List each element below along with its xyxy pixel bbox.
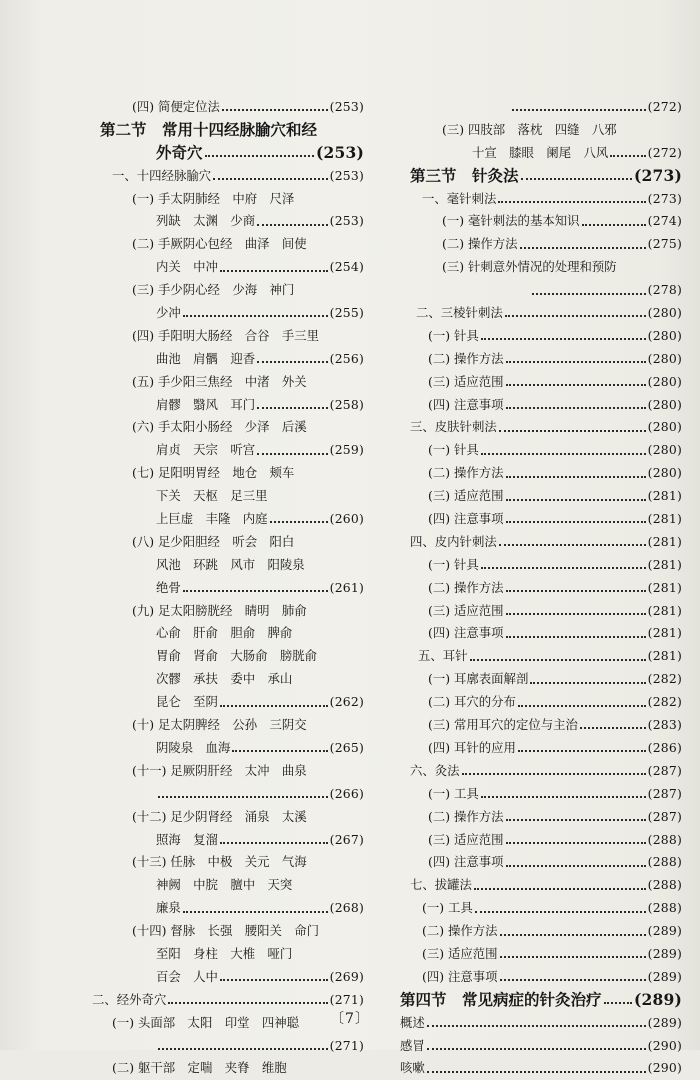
toc-entry-page: (288) (647, 877, 682, 893)
toc-entry-page: (278) (647, 282, 682, 298)
toc-entry-title: (二) 操作方法 (428, 808, 504, 824)
toc-entry (400, 1057, 682, 1080)
toc-entry (400, 897, 682, 920)
dot-leader (481, 453, 646, 455)
toc-entry-title: 第二节 常用十四经脉腧穴和经 (100, 119, 318, 139)
toc-entry-title: (四) 耳针的应用 (428, 739, 516, 755)
toc-entry-page: (280) (647, 396, 682, 412)
toc-entry-title: (二) 操作方法 (442, 236, 518, 252)
toc-entry (400, 829, 682, 852)
toc-entry-page: (280) (647, 305, 682, 321)
dot-leader (530, 682, 645, 684)
dot-leader (505, 315, 646, 317)
toc-entry-page: (281) (647, 625, 682, 641)
dot-leader (498, 201, 645, 203)
toc-entry (400, 737, 682, 760)
dot-leader (500, 979, 646, 981)
toc-entry-title: 三、皮肤针刺法 (410, 419, 497, 435)
toc-entry (92, 966, 364, 989)
dot-leader (610, 155, 645, 157)
toc-entry-title: (六) 手太阳小肠经 少泽 后溪 (132, 419, 307, 435)
toc-entry (400, 966, 682, 989)
toc-entry-title: 廉泉 (156, 900, 181, 916)
toc-entry-title: (五) 手少阳三焦经 中渚 外关 (132, 373, 307, 389)
toc-entry-page: (288) (647, 831, 682, 847)
dot-leader (506, 384, 646, 386)
dot-leader (580, 727, 646, 729)
toc-entry (92, 462, 364, 485)
dot-leader (183, 590, 328, 592)
dot-leader (506, 361, 646, 363)
toc-entry (400, 256, 682, 279)
toc-entry-page: (290) (647, 1037, 682, 1053)
toc-entry-title: 第四节 常见病症的针灸治疗 (400, 989, 602, 1009)
toc-entry-title: 百会 人中 (156, 968, 218, 984)
toc-entry (92, 806, 364, 829)
toc-entry (400, 485, 682, 508)
toc-entry-title: (十二) 足少阴肾经 涌泉 太溪 (132, 808, 307, 824)
toc-entry (400, 531, 682, 554)
toc-entry (400, 96, 682, 119)
toc-entry-title: 风池 环跳 风市 阳陵泉 (156, 556, 305, 572)
dot-leader (500, 956, 646, 958)
toc-entry-title: (四) 简便定位法 (132, 99, 220, 114)
toc-entry-title: 下关 天枢 足三里 (156, 488, 268, 504)
toc-entry-page: (281) (647, 648, 682, 664)
toc-entry-page: (287) (647, 785, 682, 801)
toc-entry-page: (255) (329, 305, 364, 321)
toc-entry-title: (十四) 督脉 长强 腰阳关 命门 (132, 923, 320, 939)
toc-entry-page: (288) (647, 854, 682, 870)
toc-entry (92, 142, 364, 165)
toc-entry-page: (290) (647, 1060, 682, 1076)
toc-entry-title: 心俞 肝俞 胆俞 脾俞 (156, 625, 293, 641)
toc-entry (92, 714, 364, 737)
dot-leader (506, 590, 646, 592)
toc-entry-page: (289) (647, 945, 682, 961)
toc-entry-page: (275) (647, 236, 682, 252)
toc-entry-page: (271) (329, 991, 364, 1007)
toc-entry-title: (二) 耳穴的分布 (428, 694, 516, 710)
toc-entry (92, 851, 364, 874)
toc-entry-title: 一、毫针刺法 (422, 190, 497, 206)
toc-entry (400, 325, 682, 348)
dot-leader (220, 979, 328, 981)
dot-leader (474, 888, 646, 890)
toc-entry-page: (267) (329, 831, 364, 847)
toc-entry-title: 胃俞 肾俞 大肠俞 膀胱俞 (156, 648, 318, 664)
toc-entry (400, 645, 682, 668)
toc-entry-title: 咳嗽 (400, 1060, 425, 1076)
toc-entry (92, 279, 364, 302)
dot-leader (512, 109, 646, 111)
toc-entry (92, 783, 364, 806)
toc-entry (92, 943, 364, 966)
toc-entry (92, 645, 364, 668)
toc-entry-page: (256) (329, 350, 364, 366)
toc-entry-page: (258) (329, 396, 364, 412)
toc-entry (92, 439, 364, 462)
toc-entry (92, 531, 364, 554)
dot-leader (506, 865, 646, 867)
toc-entry (400, 348, 682, 371)
toc-entry-page: (289) (647, 968, 682, 984)
toc-entry (400, 302, 682, 325)
toc-entry (400, 577, 682, 600)
toc-entry (400, 210, 682, 233)
toc-entry-title: 外奇穴 (156, 142, 203, 162)
toc-entry (92, 348, 364, 371)
toc-entry-title: (一) 头面部 太阳 印堂 四神聪 (112, 1014, 300, 1030)
toc-entry-page: (281) (647, 556, 682, 572)
toc-entry-title: 六、灸法 (410, 762, 460, 778)
toc-entry-title: 二、经外奇穴 (92, 991, 167, 1007)
dot-leader (521, 178, 632, 180)
toc-entry (400, 920, 682, 943)
dot-leader (257, 224, 328, 226)
dot-leader (213, 178, 328, 180)
toc-entry (400, 760, 682, 783)
dot-leader (475, 911, 646, 913)
toc-entry-page: (271) (329, 1037, 364, 1053)
dot-leader (183, 315, 328, 317)
toc-entry (92, 508, 364, 531)
toc-entry (400, 394, 682, 417)
dot-leader (220, 270, 328, 272)
dot-leader (532, 293, 646, 295)
dot-leader (582, 224, 646, 226)
toc-entry (92, 256, 364, 279)
toc-entry-page: (268) (329, 900, 364, 916)
dot-leader (257, 361, 328, 363)
toc-entry-page: (280) (647, 327, 682, 343)
toc-entry-title: (三) 适应范围 (428, 831, 504, 847)
toc-entry-title: (四) 注意事项 (428, 625, 504, 641)
toc-entry-title: (一) 针具 (428, 556, 479, 572)
dot-leader (470, 659, 646, 661)
toc-entry (400, 622, 682, 645)
dot-leader (270, 521, 328, 523)
toc-entry-page: (287) (647, 762, 682, 778)
page-number: 〔7〕 (330, 1011, 370, 1027)
toc-entry-page: (282) (647, 694, 682, 710)
toc-entry-title: 概述 (400, 1014, 425, 1030)
toc-entry (92, 416, 364, 439)
toc-entry-title: 绝骨 (156, 579, 181, 595)
toc-entry (92, 96, 364, 119)
toc-entry (400, 371, 682, 394)
toc-entry-page: (261) (329, 579, 364, 595)
toc-entry-title: 感冒 (400, 1037, 425, 1053)
toc-entry-page: (288) (647, 900, 682, 916)
toc-entry-page: (280) (647, 442, 682, 458)
toc-entry-title: (一) 针具 (428, 327, 479, 343)
toc-entry-title: (三) 手少阴心经 少海 神门 (132, 282, 295, 298)
toc-entry-page: (253) (329, 167, 364, 183)
toc-entry (92, 760, 364, 783)
dot-leader (205, 155, 314, 157)
toc-entry-page: (259) (329, 442, 364, 458)
toc-entry-title: (四) 注意事项 (422, 968, 498, 984)
toc-entry-page: (260) (329, 511, 364, 527)
dot-leader (499, 430, 646, 432)
toc-entry-page: (272) (647, 99, 682, 114)
toc-entry-page: (286) (647, 739, 682, 755)
toc-entry-title: (一) 工具 (428, 785, 479, 801)
toc-entry-title: (三) 适应范围 (428, 602, 504, 618)
toc-entry-title: (一) 毫针刺法的基本知识 (442, 213, 580, 229)
toc-entry (400, 668, 682, 691)
toc-entry (92, 233, 364, 256)
toc-entry (92, 554, 364, 577)
dot-leader (222, 109, 328, 111)
toc-entry (400, 508, 682, 531)
dot-leader (506, 407, 646, 409)
dot-leader (518, 750, 646, 752)
toc-entry-title: (九) 足太阳膀胱经 睛明 肺俞 (132, 602, 307, 618)
toc-entry-page: (287) (647, 808, 682, 824)
toc-entry-page: (266) (329, 785, 364, 801)
toc-entry-page: (283) (647, 717, 682, 733)
toc-entry-page: (280) (647, 373, 682, 389)
dot-leader (506, 842, 646, 844)
toc-entry-title: 四、皮内针刺法 (410, 533, 497, 549)
toc-entry (92, 737, 364, 760)
toc-entry-title: (二) 操作方法 (428, 465, 504, 481)
dot-leader (257, 407, 328, 409)
toc-entry-title: 神阙 中脘 膻中 天突 (156, 877, 293, 893)
toc-entry (92, 874, 364, 897)
toc-entry (400, 188, 682, 211)
dot-leader (220, 705, 328, 707)
toc-entry-title: (八) 足少阳胆经 听会 阳白 (132, 533, 295, 549)
dot-leader (604, 1002, 632, 1004)
toc-entry (400, 1035, 682, 1058)
toc-entry-title: 上巨虚 丰隆 内庭 (156, 511, 268, 527)
toc-entry-title: 肩贞 天宗 听宫 (156, 442, 256, 458)
toc-entry-page: (273) (633, 165, 682, 185)
toc-entry (400, 416, 682, 439)
toc-entry-title: (三) 适应范围 (428, 373, 504, 389)
toc-entry-title: 照海 复溜 (156, 831, 218, 847)
toc-entry-page: (281) (647, 602, 682, 618)
dot-leader (481, 796, 646, 798)
toc-entry-title: (一) 耳廓表面解剖 (428, 671, 529, 687)
toc-entry-page: (289) (647, 1014, 682, 1030)
toc-entry-title: 少冲 (156, 305, 181, 321)
toc-entry (92, 119, 364, 142)
toc-entry-page: (254) (329, 259, 364, 275)
toc-entry-page: (289) (633, 989, 682, 1009)
toc-entry-title: (四) 注意事项 (428, 854, 504, 870)
toc-entry-page: (280) (647, 419, 682, 435)
toc-entry-title: (一) 手太阴肺经 中府 尺泽 (132, 190, 295, 206)
toc-entry (92, 394, 364, 417)
toc-entry-title: 至阳 身柱 大椎 哑门 (156, 945, 293, 961)
toc-entry-title: (一) 针具 (428, 442, 479, 458)
dot-leader (518, 705, 646, 707)
dot-leader (168, 1002, 327, 1004)
toc-entry-page: (280) (647, 350, 682, 366)
toc-entry-page: (269) (329, 968, 364, 984)
toc-entry-title: 肩髎 翳风 耳门 (156, 396, 256, 412)
toc-entry-title: 昆仑 至阴 (156, 694, 218, 710)
dot-leader (427, 1071, 646, 1073)
toc-entry-page: (281) (647, 488, 682, 504)
toc-entry (92, 1035, 364, 1058)
toc-entry-title: (十一) 足厥阴肝经 太冲 曲泉 (132, 762, 307, 778)
dot-leader (158, 796, 328, 798)
toc-entry-page: (282) (647, 671, 682, 687)
toc-entry (92, 1057, 364, 1080)
toc-entry-page: (280) (647, 465, 682, 481)
dot-leader (520, 247, 646, 249)
dot-leader (232, 750, 327, 752)
toc-entry-title: (二) 躯干部 定喘 夹脊 维胞 (112, 1060, 287, 1076)
toc-entry-title: 十宣 膝眼 阑尾 八风 (472, 144, 609, 160)
toc-entry (92, 577, 364, 600)
toc-entry (92, 668, 364, 691)
toc-entry (92, 210, 364, 233)
toc-entry-page: (253) (329, 213, 364, 229)
toc-entry-page: (281) (647, 579, 682, 595)
dot-leader (481, 567, 646, 569)
toc-entry (400, 439, 682, 462)
toc-right-column (400, 96, 682, 1080)
toc-entry-title: 七、拔罐法 (410, 877, 472, 893)
toc-entry (400, 783, 682, 806)
toc-entry-title: (三) 适应范围 (422, 945, 498, 961)
toc-entry-title: 次髎 承扶 委中 承山 (156, 671, 293, 687)
toc-entry-page: (274) (647, 213, 682, 229)
toc-entry-title: 一、十四经脉腧穴 (112, 167, 212, 183)
toc-left-column (92, 96, 364, 1080)
toc-entry-title: (三) 针刺意外情况的处理和预防 (442, 259, 617, 275)
dot-leader (506, 613, 646, 615)
dot-leader (506, 521, 646, 523)
dot-leader (462, 773, 646, 775)
dot-leader (257, 453, 328, 455)
toc-entry (92, 371, 364, 394)
toc-entry-title: (一) 工具 (422, 900, 473, 916)
toc-entry-title: (二) 操作方法 (428, 579, 504, 595)
dot-leader (500, 934, 646, 936)
dot-leader (506, 636, 646, 638)
toc-entry (400, 943, 682, 966)
toc-entry (400, 279, 682, 302)
toc-entry (400, 600, 682, 623)
dot-leader (506, 819, 646, 821)
toc-entry (92, 829, 364, 852)
toc-entry-title: (四) 注意事项 (428, 511, 504, 527)
toc-entry-title: 曲池 肩髃 迎香 (156, 350, 256, 366)
toc-entry (92, 165, 364, 188)
toc-entry-title: (十) 足太阴脾经 公孙 三阴交 (132, 717, 307, 733)
dot-leader (481, 338, 646, 340)
toc-entry-title: (三) 四肢部 落枕 四缝 八邪 (442, 121, 617, 137)
toc-entry-title: 二、三棱针刺法 (416, 305, 503, 321)
toc-entry (92, 600, 364, 623)
toc-entry-page: (265) (329, 739, 364, 755)
toc-entry-title: (二) 手厥阴心包经 曲泽 间使 (132, 236, 307, 252)
toc-entry (400, 119, 682, 142)
toc-entry-page: (281) (647, 533, 682, 549)
toc-entry (400, 691, 682, 714)
toc-entry (92, 691, 364, 714)
toc-entry (400, 142, 682, 165)
toc-entry (400, 165, 682, 188)
toc-entry (400, 554, 682, 577)
toc-entry-title: 内关 中冲 (156, 259, 218, 275)
toc-entry-title: (二) 操作方法 (422, 923, 498, 939)
toc-entry-title: 列缺 太渊 少商 (156, 213, 256, 229)
toc-entry-title: (三) 适应范围 (428, 488, 504, 504)
toc-entry (92, 485, 364, 508)
toc-entry (92, 302, 364, 325)
dot-leader (220, 842, 328, 844)
toc-entry (400, 233, 682, 256)
toc-entry-title: (十三) 任脉 中极 关元 气海 (132, 854, 307, 870)
toc-entry (400, 714, 682, 737)
toc-entry (92, 920, 364, 943)
toc-entry-page: (289) (647, 923, 682, 939)
toc-entry-title: 五、耳针 (418, 648, 468, 664)
toc-entry (400, 874, 682, 897)
toc-entry (400, 806, 682, 829)
toc-entry-title: (七) 足阳明胃经 地仓 颊车 (132, 465, 295, 481)
toc-entry (400, 851, 682, 874)
toc-entry-title: (二) 操作方法 (428, 350, 504, 366)
dot-leader (506, 499, 646, 501)
toc-entry-page: (273) (647, 190, 682, 206)
toc-entry-title: (四) 注意事项 (428, 396, 504, 412)
toc-entry-title: (四) 手阳明大肠经 合谷 手三里 (132, 327, 320, 343)
toc-entry (92, 897, 364, 920)
toc-entry (400, 462, 682, 485)
toc-entry (92, 325, 364, 348)
toc-entry-page: (281) (647, 511, 682, 527)
dot-leader (183, 911, 328, 913)
toc-entry (92, 622, 364, 645)
toc-entry-title: (三) 常用耳穴的定位与主治 (428, 717, 578, 733)
toc-entry-page: (253) (329, 99, 364, 114)
dot-leader (499, 544, 646, 546)
toc-entry-page: (253) (315, 142, 364, 162)
toc-entry-page: (272) (647, 144, 682, 160)
toc-entry (92, 188, 364, 211)
toc-entry-title: 第三节 针灸法 (410, 165, 519, 185)
dot-leader (506, 476, 646, 478)
toc-entry-page: (262) (329, 694, 364, 710)
toc-entry-title: 阴陵泉 血海 (156, 739, 231, 755)
